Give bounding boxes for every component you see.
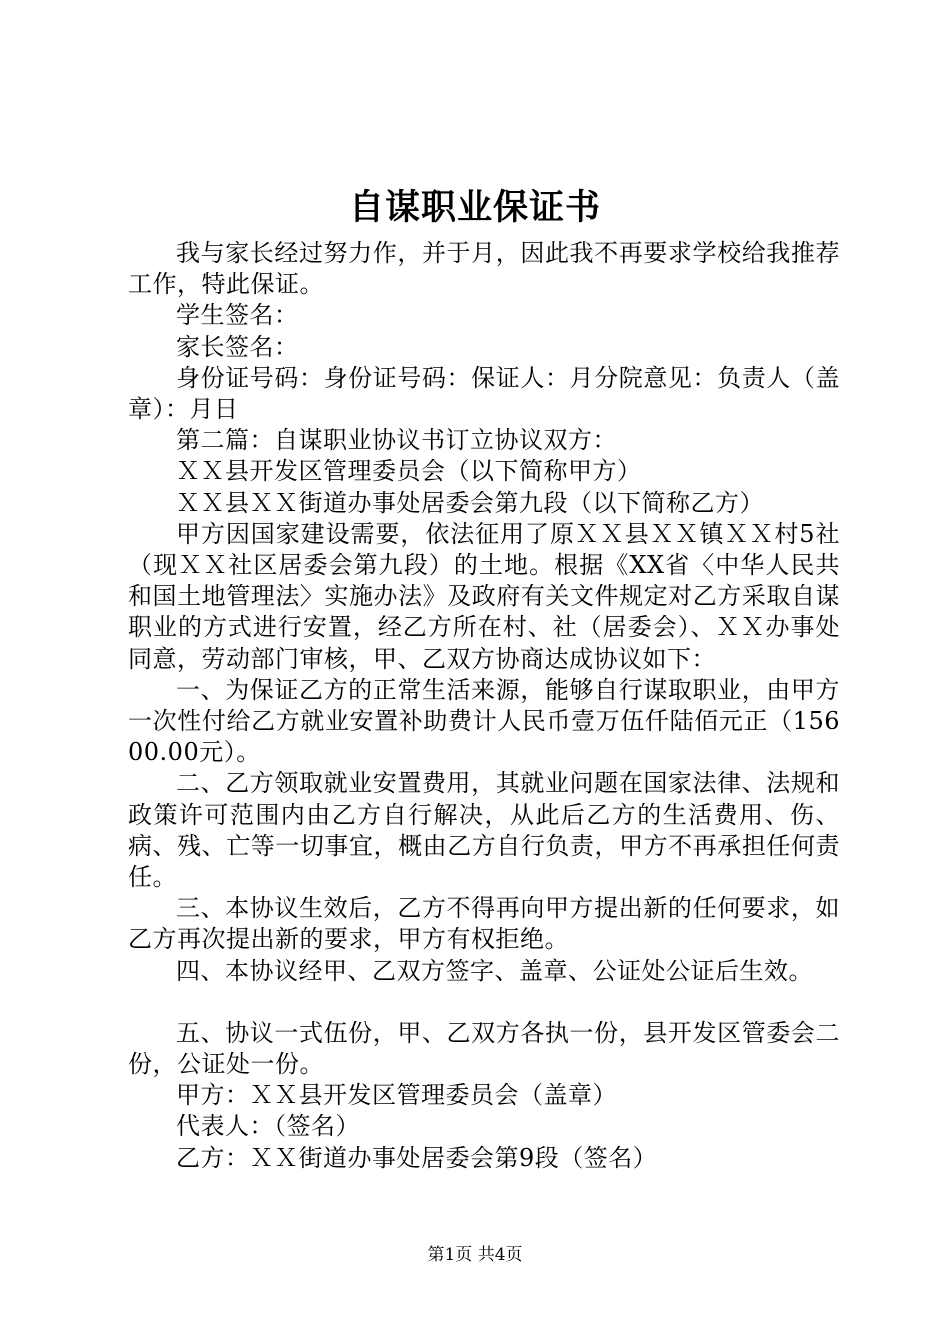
paragraph-party-a-seal: 甲方：ＸＸ县开发区管理委员会（盖章） — [176, 1081, 617, 1110]
paragraph-party-b-signature: 乙方：ＸＸ街道办事处居委会第9段（签名） — [176, 1143, 658, 1172]
paragraph-party-b: ＸＸ县ＸＸ街道办事处居委会第九段（以下简称乙方） — [176, 488, 764, 517]
paragraph-student-signature: 学生签名： — [176, 301, 299, 330]
paragraph-parent-signature: 家长签名： — [176, 332, 299, 361]
paragraph-background: 甲方因国家建设需要，依法征用了原ＸＸ县ＸＸ镇ＸＸ村5社（现ＸＸ社区居委会第九段）的土地。根据《XX省〈中华人民共和国土地管理法〉实施办法》及政府有关文件规定对乙方采取自谋职业的方式进行安置，经乙方所在村、社（居委会）、ＸＸ办事处同意，劳动部门审核，甲、乙双方协商达成协议如下： — [128, 519, 840, 673]
paragraph-guarantee: 我与家长经过努力作，并于月，因此我不再要求学校给我推荐工作，特此保证。 — [128, 239, 840, 299]
page-number-footer: 第1页 共4页 — [427, 1245, 523, 1265]
paragraph-clause-3: 三、本协议生效后，乙方不得再向甲方提出新的任何要求，如乙方再次提出新的要求，甲方有权拒绝。 — [128, 894, 840, 954]
paragraph-clause-5: 五、协议一式伍份，甲、乙双方各执一份，县开发区管委会二份，公证处一份。 — [128, 1018, 840, 1079]
paragraph-party-a: ＸＸ县开发区管理委员会（以下简称甲方） — [176, 457, 642, 486]
document-body — [128, 238, 840, 1174]
paragraph-clause-2: 二、乙方领取就业安置费用，其就业问题在国家法律、法规和政策许可范围内由乙方自行解决，从此后乙方的生活费用、伤、病、残、亡等一切事宜，概由乙方自行负责，甲方不再承担任何责任。 — [128, 769, 840, 892]
document-title: 自谋职业保证书 — [348, 187, 601, 228]
paragraph-id-numbers: 身份证号码：身份证号码：保证人：月分院意见：负责人（盖章）：月日 — [128, 363, 840, 424]
paragraph-clause-4: 四、本协议经甲、乙双方签字、盖章、公证处公证后生效。 — [176, 956, 813, 985]
paragraph-part-two-heading: 第二篇：自谋职业协议书订立协议双方： — [176, 426, 617, 455]
paragraph-clause-1: 一、为保证乙方的正常生活来源，能够自行谋取职业，由甲方一次性付给乙方就业安置补助费计人民币壹万伍仟陆佰元正（15600.00元）。 — [128, 675, 840, 767]
paragraph-representative: 代表人：（签名） — [176, 1112, 360, 1141]
